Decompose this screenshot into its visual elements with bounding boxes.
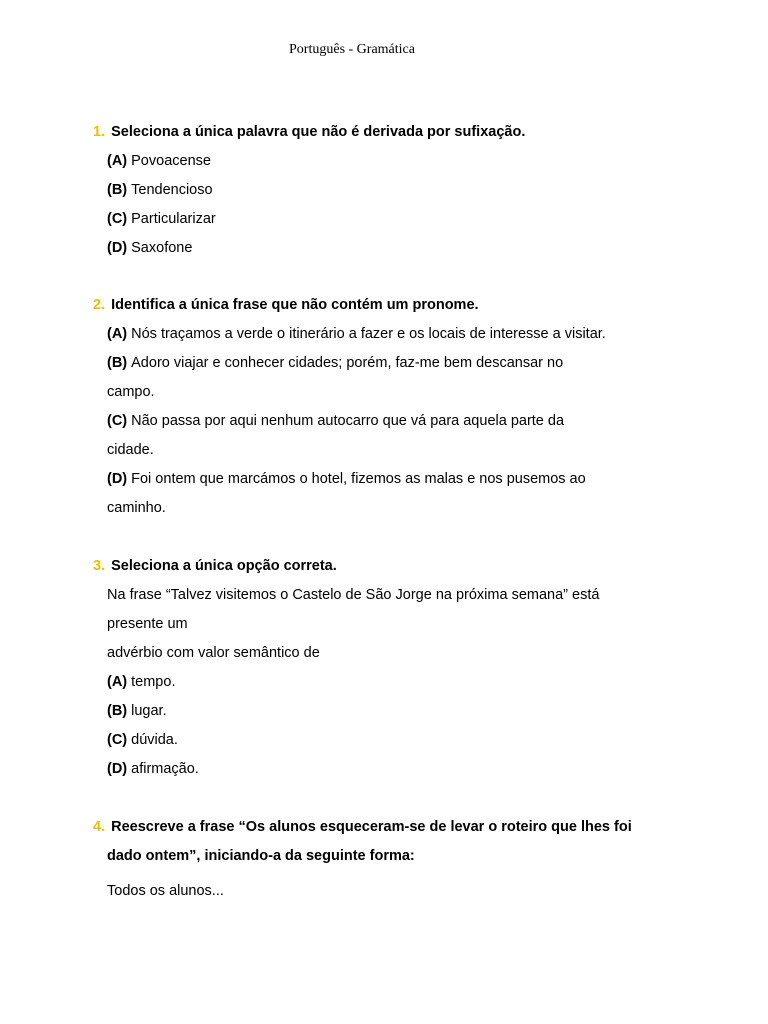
- option-text: Saxofone: [131, 240, 193, 256]
- option-letter: (B): [107, 182, 128, 198]
- option-letter: (A): [107, 153, 128, 169]
- question-stem: 3. Seleciona a única opção correta.: [93, 558, 337, 574]
- question-stem: 1. Seleciona a única palavra que não é derivada por sufixação.: [93, 124, 526, 140]
- option-letter: (D): [107, 240, 128, 256]
- option-text: Adoro viajar e conhecer cidades; porém, faz-me bem descansar no: [131, 355, 564, 371]
- question-body-line: Na frase “Talvez visitemos o Castelo de São Jorge na próxima semana” está: [107, 587, 600, 603]
- answer-start: Todos os alunos...: [107, 883, 224, 899]
- option-text: Particularizar: [131, 211, 216, 227]
- option-text: Não passa por aqui nenhum autocarro que vá para aquela parte da: [131, 413, 565, 429]
- option-b: [107, 349, 653, 378]
- option-text: afirmação.: [131, 761, 199, 777]
- option-letter: (D): [107, 471, 128, 487]
- question-number: 1.: [93, 124, 106, 140]
- option-letter: (C): [107, 211, 128, 227]
- option-a: [107, 668, 653, 697]
- question-body-line: advérbio com valor semântico de: [107, 645, 320, 661]
- option-c: [107, 726, 653, 755]
- option-letter: (B): [107, 703, 128, 719]
- option-d: [107, 755, 653, 784]
- option-a: [107, 147, 653, 176]
- question-1: [93, 118, 653, 263]
- question-stem: 4. Reescreve a frase “Os alunos esqueceram-se de levar o roteiro que lhes foi: [93, 819, 632, 835]
- option-letter: (C): [107, 413, 128, 429]
- option-letter: (C): [107, 732, 128, 748]
- question-number: 4.: [93, 819, 106, 835]
- question-4: [93, 813, 653, 906]
- question-2: [93, 291, 653, 523]
- option-b: [107, 697, 653, 726]
- option-c-continuation: cidade.: [107, 442, 154, 458]
- question-stem-continuation: dado ontem”, iniciando-a da seguinte forma:: [107, 848, 415, 864]
- option-d: [107, 465, 653, 494]
- option-letter: (A): [107, 326, 128, 342]
- option-text: tempo.: [131, 674, 176, 690]
- option-a: [107, 320, 653, 349]
- option-letter: (A): [107, 674, 128, 690]
- option-c: [107, 407, 653, 436]
- question-number: 3.: [93, 558, 106, 574]
- question-3: [93, 552, 653, 784]
- option-text: Foi ontem que marcámos o hotel, fizemos as malas e nos pusemos ao: [131, 471, 586, 487]
- option-b-continuation: campo.: [107, 384, 155, 400]
- option-text: Nós traçamos a verde o itinerário a fazer e os locais de interesse a visitar.: [131, 326, 606, 342]
- option-letter: (B): [107, 355, 128, 371]
- option-d-continuation: caminho.: [107, 500, 166, 516]
- option-text: Tendencioso: [131, 182, 213, 198]
- option-letter: (D): [107, 761, 128, 777]
- page-title: Português - Gramática: [289, 42, 415, 57]
- option-text: lugar.: [131, 703, 167, 719]
- question-body-line: presente um: [107, 616, 188, 632]
- option-text: Povoacense: [131, 153, 211, 169]
- question-stem: 2. Identifica a única frase que não contém um pronome.: [93, 297, 479, 313]
- option-d: [107, 234, 653, 263]
- option-b: [107, 176, 653, 205]
- option-text: dúvida.: [131, 732, 178, 748]
- question-number: 2.: [93, 297, 106, 313]
- option-c: [107, 205, 653, 234]
